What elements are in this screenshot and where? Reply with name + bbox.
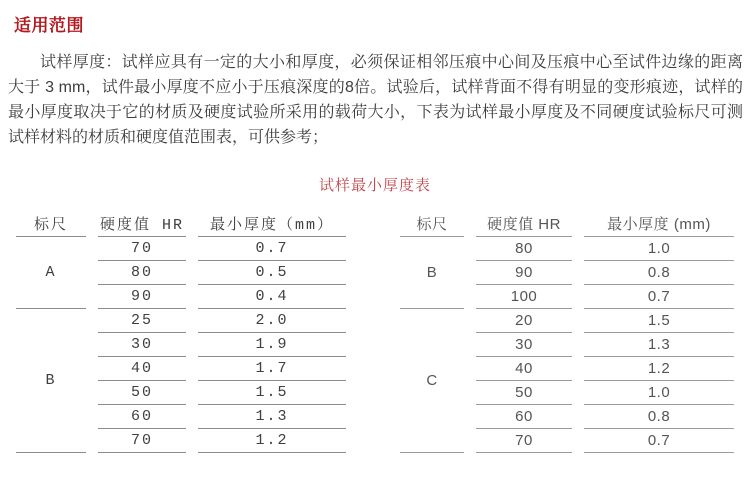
header-row <box>400 211 734 237</box>
page-title: 适用范围 <box>14 16 84 35</box>
table-row <box>400 237 734 261</box>
thickness-cell: 1.0 <box>584 237 734 261</box>
thickness-cell: 1.2 <box>584 357 734 381</box>
thickness-cell: 0.7 <box>584 429 734 453</box>
thickness-cell: 0.8 <box>584 405 734 429</box>
hardness-cell: 80 <box>476 237 572 261</box>
hardness-cell: 60 <box>476 405 572 429</box>
thickness-cell: 0.4 <box>198 285 346 309</box>
thickness-header: 最小厚度 (mm) <box>584 211 734 237</box>
thickness-cell: 1.2 <box>198 429 346 453</box>
table-row <box>16 237 346 261</box>
thickness-cell: 1.5 <box>584 309 734 333</box>
thickness-cell: 0.7 <box>584 285 734 309</box>
hardness-cell: 80 <box>98 261 186 285</box>
hardness-cell: 70 <box>98 237 186 261</box>
min-thickness-table-right <box>388 211 746 453</box>
scale-cell: B <box>16 309 86 453</box>
hardness-cell: 70 <box>98 429 186 453</box>
header-row <box>16 211 346 237</box>
hardness-cell: 30 <box>476 333 572 357</box>
hardness-cell: 70 <box>476 429 572 453</box>
thickness-cell: 1.5 <box>198 381 346 405</box>
intro-paragraph: 试样厚度：试样应具有一定的大小和厚度，必须保证相邻压痕中心间及压痕中心至试件边缘的距离大于 3 mm，试件最小厚度不应小于压痕深度的8倍。试验后，试样背面不得有明显的变形痕迹，试样的最小厚度取决于它的材质及硬度试验所采用的载荷大小，下表为试样最小厚度及不同硬度试验标尺可测试样材料的材质和硬度值范围表，可供参考； <box>8 54 743 146</box>
min-thickness-table-left <box>4 211 358 453</box>
hardness-cell: 30 <box>98 333 186 357</box>
table-caption: 试样最小厚度表 <box>318 177 431 194</box>
thickness-cell: 1.7 <box>198 357 346 381</box>
thickness-cell: 2.0 <box>198 309 346 333</box>
hardness-cell: 90 <box>98 285 186 309</box>
hardness-header: 硬度值 HR <box>476 211 572 237</box>
hardness-cell: 50 <box>476 381 572 405</box>
thickness-cell: 0.5 <box>198 261 346 285</box>
scale-header: 标尺 <box>400 211 464 237</box>
hardness-cell: 40 <box>476 357 572 381</box>
document-page <box>0 11 750 491</box>
hardness-cell: 90 <box>476 261 572 285</box>
thickness-cell: 0.8 <box>584 261 734 285</box>
hardness-cell: 25 <box>98 309 186 333</box>
hardness-cell: 50 <box>98 381 186 405</box>
tables-row <box>4 211 746 453</box>
hardness-cell: 60 <box>98 405 186 429</box>
thickness-header: 最小厚度（mm） <box>198 211 346 237</box>
thickness-cell: 1.3 <box>584 333 734 357</box>
scale-cell: B <box>400 237 464 309</box>
table-row <box>16 309 346 333</box>
thickness-cell: 1.9 <box>198 333 346 357</box>
hardness-cell: 40 <box>98 357 186 381</box>
thickness-cell: 1.0 <box>584 381 734 405</box>
scale-header: 标尺 <box>16 211 86 237</box>
thickness-cell: 0.7 <box>198 237 346 261</box>
thickness-cell: 1.3 <box>198 405 346 429</box>
hardness-header: 硬度值 HR <box>98 211 186 237</box>
scale-cell: C <box>400 309 464 453</box>
scale-cell: A <box>16 237 86 309</box>
hardness-cell: 20 <box>476 309 572 333</box>
table-row <box>400 309 734 333</box>
hardness-cell: 100 <box>476 285 572 309</box>
